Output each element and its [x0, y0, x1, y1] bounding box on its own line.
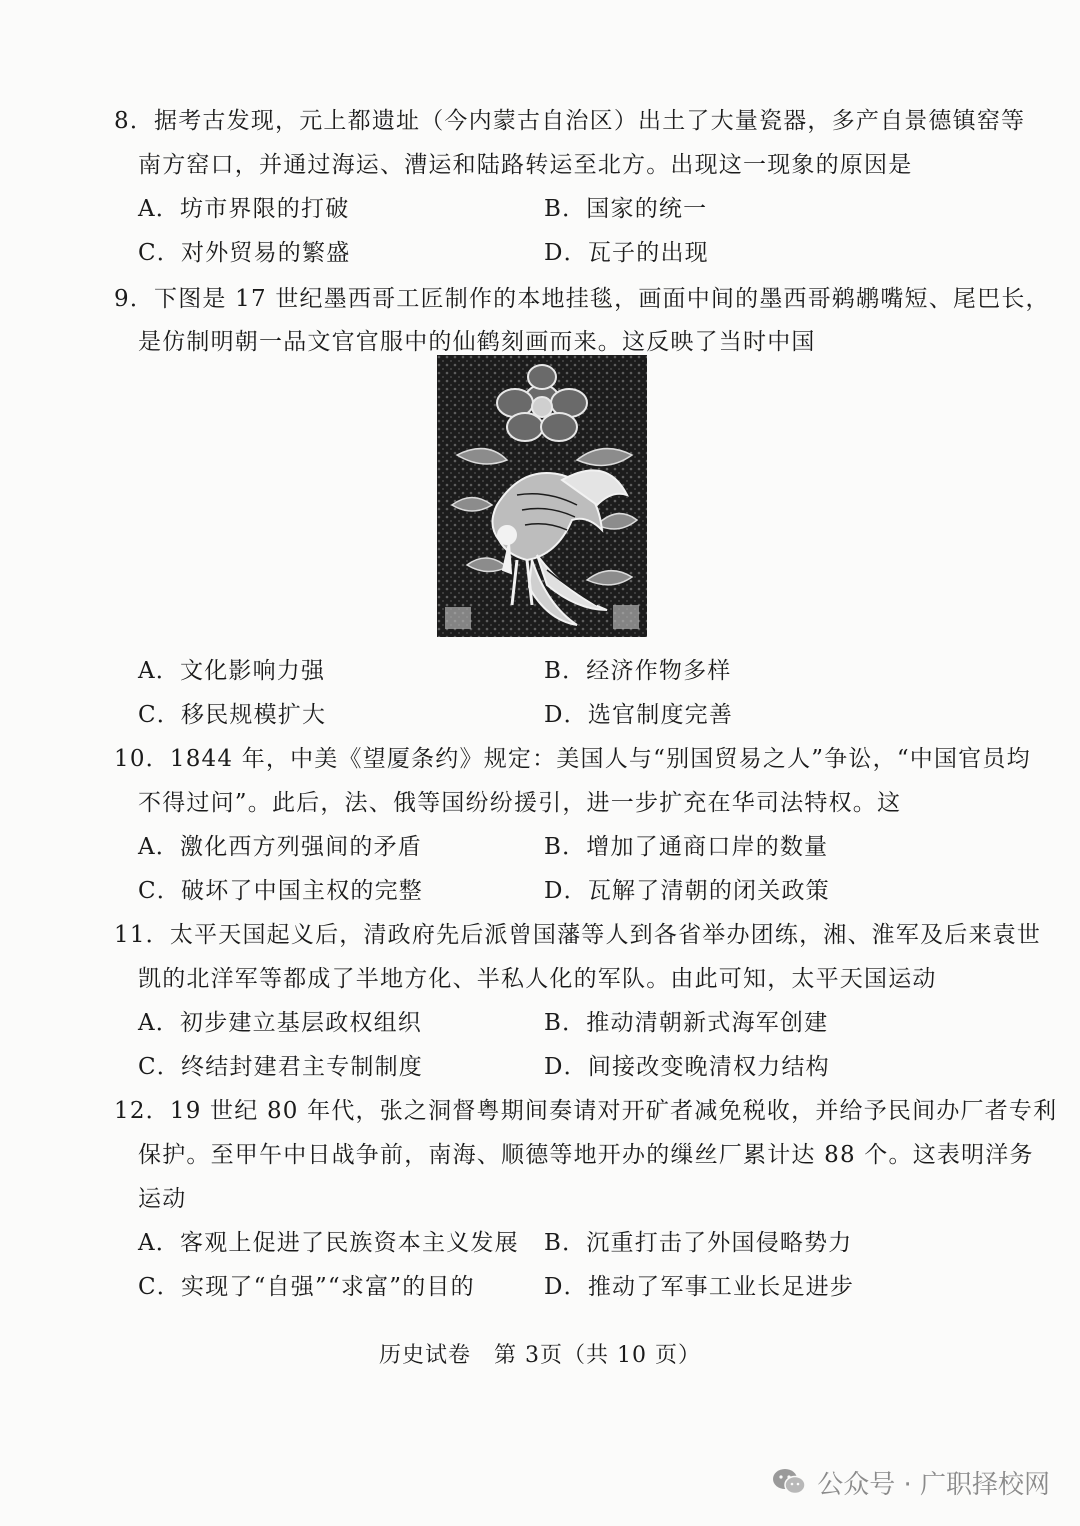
q10-option-b: B．增加了通商口岸的数量	[544, 834, 829, 860]
wechat-icon	[771, 1467, 807, 1497]
watermark	[771, 1462, 1050, 1502]
q12-stem-line-1: 12．19 世纪 80 年代，张之洞督粤期间奏请对开矿者减免税收，并给予民间办厂者专利	[114, 1098, 1058, 1124]
q9-stem-line-1: 9．下图是 17 世纪墨西哥工匠制作的本地挂毯，画面中间的墨西哥鹈鹕嘴短、尾巴长，	[114, 286, 1050, 312]
q10-stem-line-2: 不得过问”。此后，法、俄等国纷纷援引，进一步扩充在华司法特权。这	[138, 790, 902, 816]
q10-stem-line-1: 10．1844 年，中美《望厦条约》规定：美国人与“别国贸易之人”争讼，“中国官员均	[114, 746, 1031, 772]
q12-option-d: D．推动了军事工业长足进步	[544, 1274, 855, 1300]
crane-tapestry-drawing	[437, 355, 647, 637]
q12-option-c: C．实现了“自强”“求富”的目的	[138, 1274, 475, 1300]
q11-stem-line-2: 凯的北洋军等都成了半地方化、半私人化的军队。由此可知，太平天国运动	[138, 966, 937, 992]
q9-stem-line-2: 是仿制明朝一品文官官服中的仙鹤刻画而来。这反映了当时中国	[138, 329, 816, 355]
q8-option-c: C．对外贸易的繁盛	[138, 240, 351, 266]
watermark-text: 公众号 · 广职择校网	[817, 1469, 1050, 1500]
q11-stem-line-1: 11．太平天国起义后，清政府先后派曾国藩等人到各省举办团练，湘、淮军及后来袁世	[114, 922, 1042, 948]
q8-option-b: B．国家的统一	[544, 196, 708, 222]
q10-option-d: D．瓦解了清朝的闭关政策	[544, 878, 830, 904]
q9-option-b: B．经济作物多样	[544, 658, 732, 684]
q10-option-c: C．破坏了中国主权的完整	[138, 878, 423, 904]
q8-option-a: A．坊市界限的打破	[138, 196, 350, 222]
q12-stem-line-3: 运动	[138, 1186, 187, 1212]
q12-option-a: A．客观上促进了民族资本主义发展	[138, 1230, 519, 1256]
page-footer: 历史试卷 第 3页（共 10 页）	[379, 1343, 701, 1368]
q11-option-b: B．推动清朝新式海军创建	[544, 1010, 829, 1036]
q9-option-c: C．移民规模扩大	[138, 702, 327, 728]
q8-stem-line-2: 南方窑口，并通过海运、漕运和陆路转运至北方。出现这一现象的原因是	[138, 152, 913, 178]
q9-option-d: D．选官制度完善	[544, 702, 734, 728]
q8-stem-line-1: 8．据考古发现，元上都遗址（今内蒙古自治区）出土了大量瓷器，多产自景德镇窑等	[114, 108, 1026, 134]
q8-option-d: D．瓦子的出现	[544, 240, 709, 266]
q11-option-d: D．间接改变晚清权力结构	[544, 1054, 830, 1080]
q12-option-b: B．沉重打击了外国侵略势力	[544, 1230, 853, 1256]
q11-option-c: C．终结封建君主专制制度	[138, 1054, 423, 1080]
crane-tapestry-image	[437, 355, 647, 637]
q9-option-a: A．文化影响力强	[138, 658, 326, 684]
q12-stem-line-2: 保护。至甲午中日战争前，南海、顺德等地开办的缫丝厂累计达 88 个。这表明洋务	[138, 1142, 1034, 1168]
q11-option-a: A．初步建立基层政权组织	[138, 1010, 423, 1036]
q10-option-a: A．激化西方列强间的矛盾	[138, 834, 423, 860]
